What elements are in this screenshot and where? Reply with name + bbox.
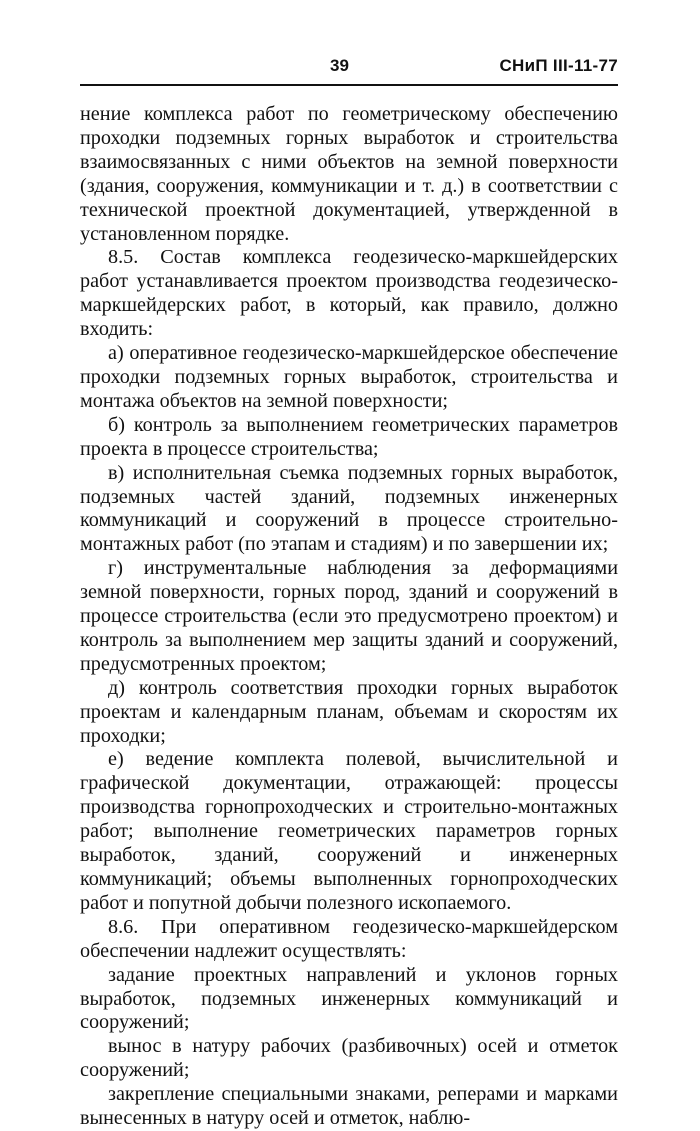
document-code: СНиП III-11-77 (499, 56, 618, 75)
list-item: е) ведение комплекта полевой, вычислительной и графической документации, отражающей: процессы производства горнопроходческих и строительно-монтажных работ; выполнение геометрических параметров горных выработок, зданий, сооружений и инженерных коммуникаций; объемы выполненных горнопроходческих работ и попутной добычи полезного ископаемого. (80, 748, 618, 914)
list-item: а) оперативное геодезическо-маркшейдерское обеспечение проходки подземных горных выработок, строительства и монтажа объектов на земной поверхности; (80, 342, 618, 412)
list-item: г) инструментальные наблюдения за деформациями земной поверхности, горных пород, зданий и сооружений в процессе строительства (если это предусмотрено проектом) и контроль за выполнением мер защиты зданий и сооружений, предусмотренных проектом; (80, 557, 618, 675)
paragraph: 8.6. При оперативном геодезическо-маркшейдерском обеспечении надлежит осуществлять: (80, 915, 618, 962)
list-item: б) контроль за выполнением геометрических параметров проекта в процессе строительства; (80, 413, 618, 460)
body-text (80, 103, 618, 1131)
list-item: задание проектных направлений и уклонов горных выработок, подземных инженерных коммуникаций и сооружений; (80, 963, 618, 1034)
document-page (80, 56, 618, 1131)
page-number: 39 (330, 56, 349, 75)
list-item: д) контроль соответствия проходки горных выработок проектам и календарным планам, объемам и скоростям их проходки; (80, 676, 618, 747)
paragraph: 8.5. Состав комплекса геодезическо-маркшейдерских работ устанавливается проектом производства геодезическо-маркшейдерских работ, в который, как правило, должно входить: (80, 246, 618, 341)
list-item: закрепление специальными знаками, реперами и марками вынесенных в натуру осей и отметок, наблю- (80, 1083, 618, 1130)
page-header (80, 56, 618, 82)
list-item: в) исполнительная съемка подземных горных выработок, подземных частей зданий, подземных инженерных коммуникаций и сооружений в процессе строительно-монтажных работ (по этапам и стадиям) и по завершении их; (80, 461, 618, 556)
paragraph: нение комплекса работ по геометрическому обеспечению проходки подземных горных выработок и строительства взаимосвязанных с ними объектов на земной поверхности (здания, сооружения, коммуникации и т. д.) в соответствии с технической проектной документацией, утвержденной в установленном порядке. (80, 103, 618, 245)
list-item: вынос в натуру рабочих (разбивочных) осей и отметок сооружений; (80, 1035, 618, 1082)
header-divider (80, 84, 618, 86)
